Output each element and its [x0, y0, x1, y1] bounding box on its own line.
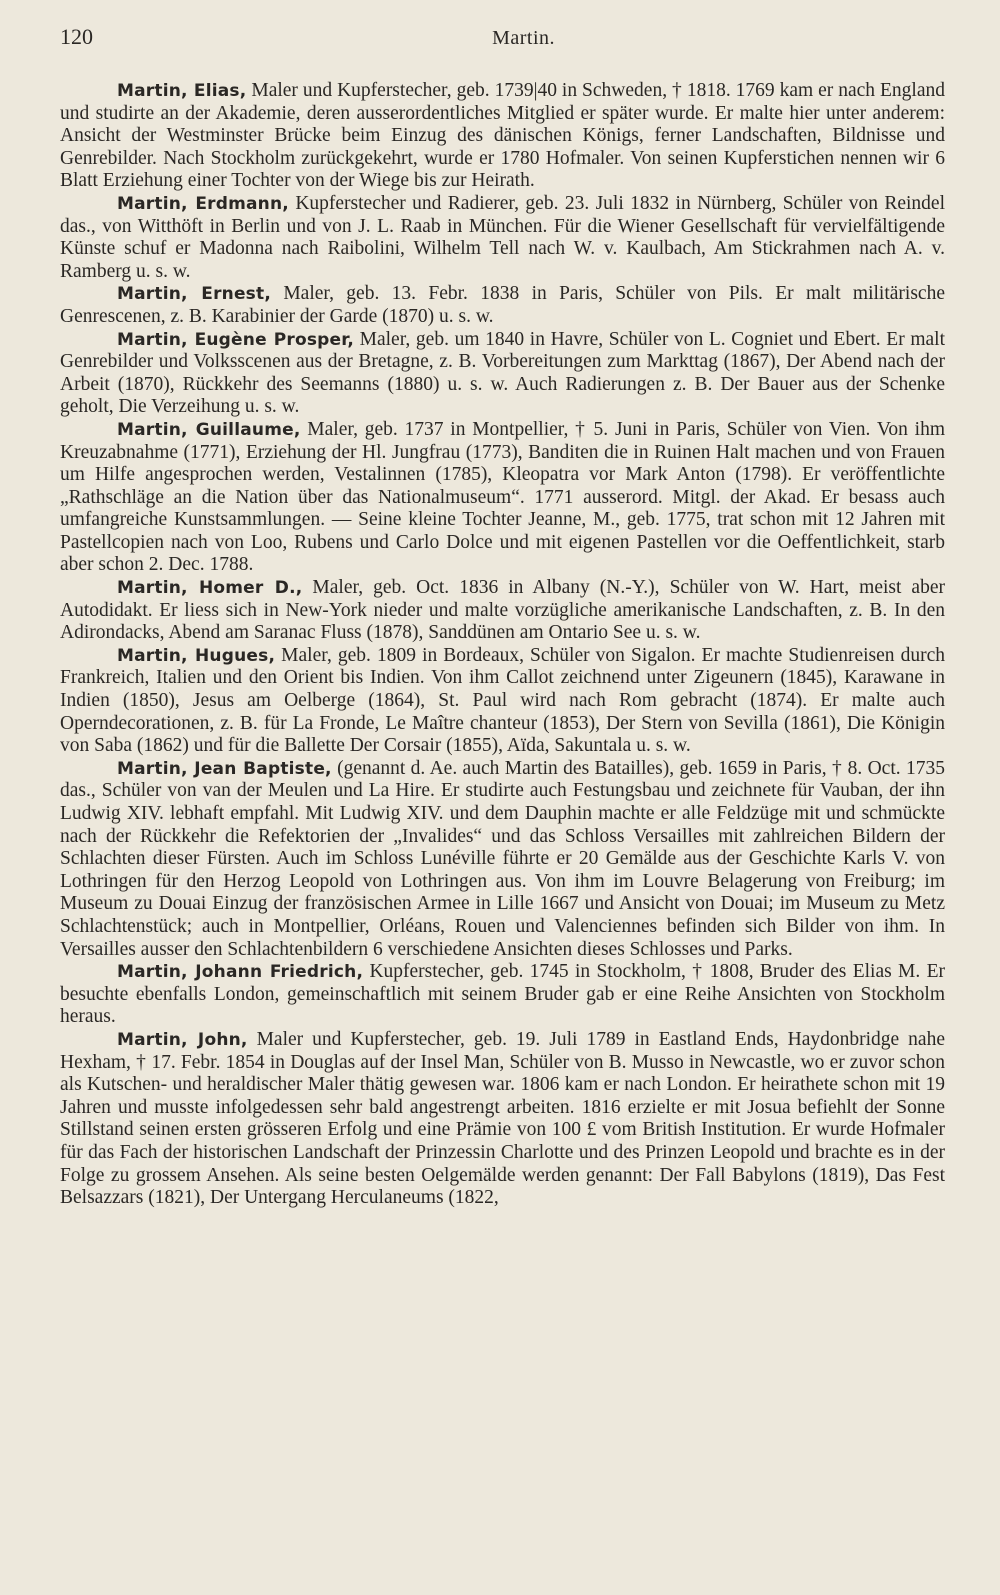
entry-ernest	[60, 283, 945, 328]
entry-text: Maler, geb. 13. Febr. 1838 in Paris, Schüler von Pils. Er malt militärische Genrescenen, z. B. Karabinier der Garde (1870) u. s. w.	[60, 283, 945, 327]
entry-text: Maler, geb. 1737 in Montpellier, † 5. Juni in Paris, Schüler von Vien. Von ihm Kreuzabnahme (1771), Erziehung der Hl. Jungfrau (1773), Banditen die in Ruinen Halt machen und von Frauen um Hilfe angesprochen werden, Vestalinnen (1785), Kleopatra vor Mark Anton (1798). Er veröffentlichte „Rathschläge an die Nation über das Nationalmuseum“. 1771 ausserord. Mitgl. der Akad. Er besass auch umfangreiche Kunstsammlungen. — Seine kleine Tochter Jeanne, M., geb. 1775, trat schon mit 12 Jahren mit Pastellcopien nach von Loo, Rubens und Carlo Dolce und mit eigenen Pastellen vor die Oeffentlichkeit, starb aber schon 2. Dec. 1788.	[60, 418, 945, 576]
entry-text: Maler und Kupferstecher, geb. 19. Juli 1789 in Eastland Ends, Haydonbridge nahe Hexham, † 17. Febr. 1854 in Douglas auf der Insel Man, Schüler von B. Musso in Newcastle, wo er zuvor schon als Kutschen- und heraldischer Maler thätig gewesen war. 1806 kam er nach London. Er heirathete schon mit 19 Jahren und musste infolgedessen sehr bald angestrengt arbeiten. 1816 erzielte er mit Josua befiehlt der Sonne Stillstand seinen ersten grösseren Erfolg und eine Prämie von 100 £ vom British Institution. Er wurde Hofmaler für das Fach der historischen Landschaft der Prinzessin Charlotte und des Prinzen Leopold und brachte es in der Folge zu grossem Ansehen. Als seine besten Oelgemälde werden genannt: Der Fall Babylons (1819), Das Fest Belsazzars (1821), Der Untergang Herculaneums (1822,	[60, 1028, 945, 1209]
entry-elias	[60, 80, 945, 193]
entries-column	[60, 80, 945, 1210]
headword: Martin, Homer D.,	[117, 578, 303, 599]
entry-guillaume	[60, 419, 945, 577]
entry-text: Kupferstecher und Radierer, geb. 23. Juli 1832 in Nürnberg, Schüler von Reindel das., von Witthöft in Berlin und von J. L. Raab in München. Für die Wiener Gesellschaft für vervielfältigende Künste schuf er Madonna nach Raibolini, Wilhelm Tell nach W. v. Kaulbach, Am Stickrahmen nach A. v. Ramberg u. s. w.	[60, 192, 945, 282]
headword: Martin, Elias,	[117, 81, 247, 101]
headword: Martin, Ernest,	[117, 284, 271, 305]
entry-jean-baptiste	[60, 758, 945, 961]
headword: Martin, Hugues,	[117, 645, 276, 666]
entry-johann-friedrich	[60, 961, 945, 1029]
running-head: Martin.	[492, 27, 555, 49]
page-number: 120	[60, 24, 93, 49]
page-header	[60, 24, 945, 50]
entry-john	[60, 1029, 945, 1210]
entry-hugues	[60, 645, 945, 758]
entry-homer	[60, 577, 945, 645]
headword: Martin, Eugène Prosper,	[117, 329, 354, 350]
entry-eugene-prosper	[60, 329, 945, 419]
headword: Martin, Jean Baptiste,	[117, 758, 332, 779]
entry-text: Kupferstecher, geb. 1745 in Stockholm, † 1808, Bruder des Elias M. Er besuchte ebenfalls London, gemeinschaftlich mit seinem Bruder gab er eine Reihe Ansichten von Stockholm heraus.	[60, 961, 945, 1028]
entry-text: Maler, geb. 1809 in Bordeaux, Schüler von Sigalon. Er machte Studienreisen durch Frankreich, Italien und den Orient bis Indien. Von ihm Callot zeichnend unter Zigeunern (1845), Karawane in Indien (1850), Jesus am Oelberge (1864), St. Paul wird nach Rom gebracht (1874). Er malte auch Operndecorationen, z. B. für La Fronde, Le Maître chanteur (1853), Der Stern von Sevilla (1861), Die Königin von Saba (1862) und für die Ballette Der Corsair (1855), Aïda, Sakuntala u. s. w.	[60, 644, 945, 757]
headword: Martin, John,	[117, 1029, 248, 1050]
headword: Martin, Johann Friedrich,	[117, 962, 364, 983]
entry-text: Maler und Kupferstecher, geb. 1739|40 in Schweden, † 1818. 1769 kam er nach England und studirte an der Akademie, deren ausserordentliches Mitglied er später wurde. Er malte hier unter anderem: Ansicht der Westminster Brücke beim Einzug des dänischen Königs, ferner Landschaften, Bildnisse und Genrebilder. Nach Stockholm zurückgekehrt, wurde er 1780 Hofmaler. Von seinen Kupferstichen nennen wir 6 Blatt Erziehung einer Tochter von der Wiege bis zur Heirath.	[60, 80, 945, 192]
entry-text: (genannt d. Ae. auch Martin des Batailles), geb. 1659 in Paris, † 8. Oct. 1735 das., Schüler von van der Meulen und La Hire. Er studirte auch Festungsbau und zeichnete für Vauban, der ihn Ludwig XIV. lebhaft empfahl. Mit Ludwig XIV. und dem Dauphin machte er alle Feldzüge mit und schmückte nach der Rückkehr die Refektorien der „Invalides“ und das Schloss Versailles mit zahlreichen Bildern der Schlachten dieser Fürsten. Auch im Schloss Lunéville führte er 20 Gemälde aus der Geschichte Karls V. von Lothringen für den Herzog Leopold von Lothringen aus. Von ihm im Louvre Belagerung von Freiburg; im Museum zu Douai Einzug der französischen Armee in Lille 1667 und Ansicht von Douai; im Museum zu Metz Schlachtenstück; auch in Montpellier, Orléans, Rouen und Valenciennes befinden sich Bilder von ihm. In Versailles ausser den Schlachtenbildern 6 verschiedene Ansichten dieses Schlosses und Parks.	[60, 757, 945, 960]
entry-text: Maler, geb. Oct. 1836 in Albany (N.-Y.), Schüler von W. Hart, meist aber Autodidakt. Er liess sich in New-York nieder und malte vorzügliche amerikanische Landschaften, z. B. In den Adirondacks, Abend am Saranac Fluss (1878), Sanddünen am Ontario See u. s. w.	[60, 577, 945, 644]
headword: Martin, Guillaume,	[117, 419, 301, 440]
headword: Martin, Erdmann,	[117, 193, 289, 214]
entry-erdmann	[60, 193, 945, 283]
entry-text: Maler, geb. um 1840 in Havre, Schüler von L. Cogniet und Ebert. Er malt Genrebilder und Volksscenen aus der Bretagne, z. B. Vorbereitungen zum Markttag (1867), Der Abend nach der Arbeit (1870), Rückkehr des Seemanns (1880) u. s. w. Auch Radierungen z. B. Der Bauer aus der Schenke geholt, Die Verzeihung u. s. w.	[60, 328, 945, 418]
